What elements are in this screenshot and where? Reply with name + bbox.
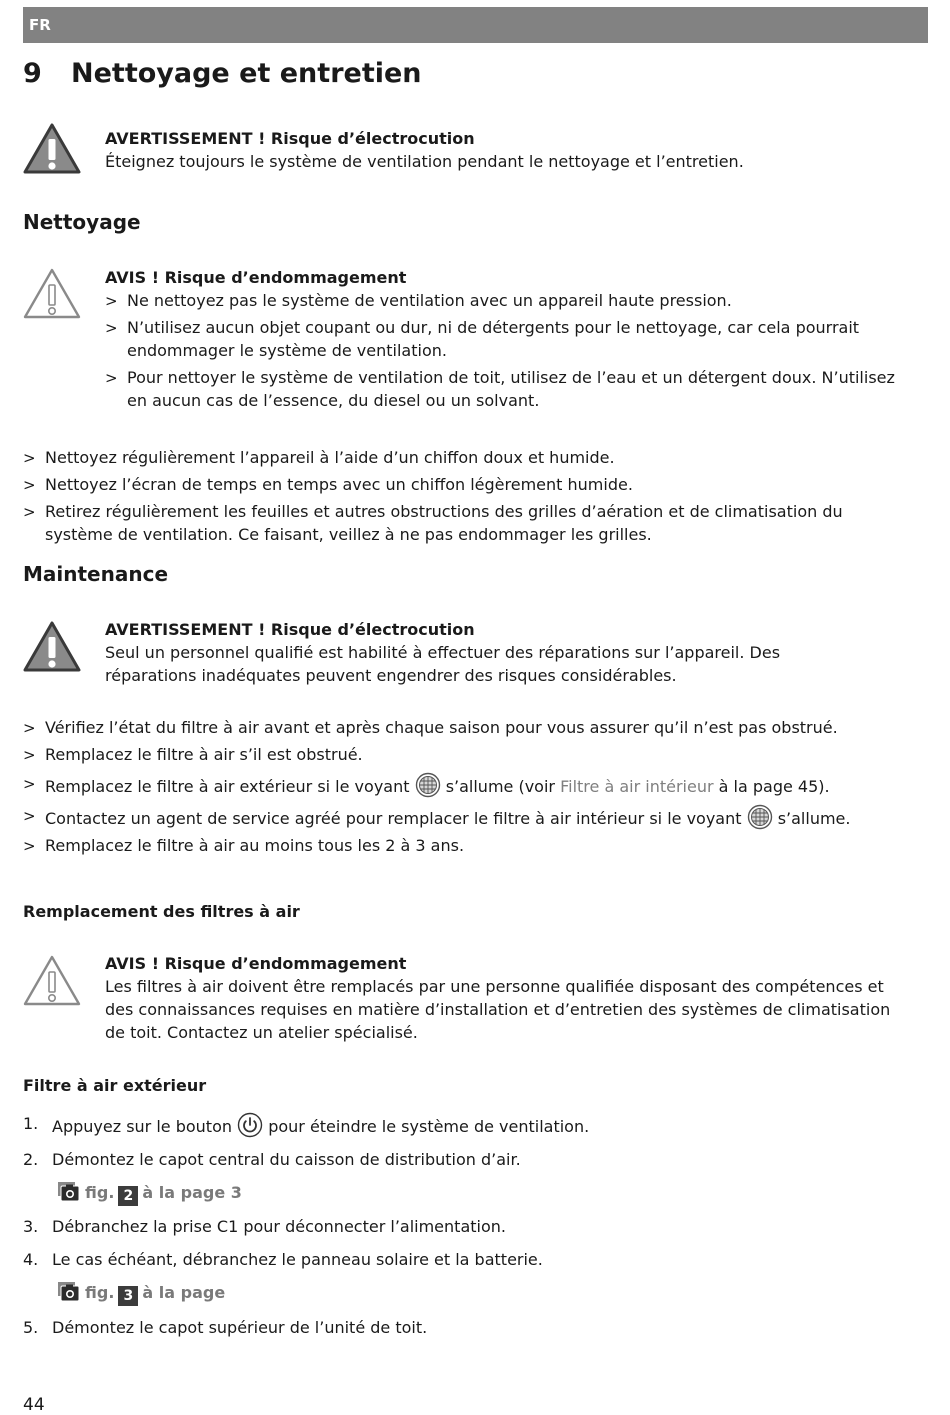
figure-number-badge: 2 xyxy=(118,1186,138,1206)
warning-title: AVERTISSEMENT ! Risque d’électrocution xyxy=(105,129,475,148)
arrow-bullet-icon: > xyxy=(23,449,36,467)
notice-title: AVIS ! Risque d’endommagement xyxy=(105,268,407,287)
camera-icon xyxy=(58,1182,80,1202)
language-code: FR xyxy=(29,16,51,34)
section-heading-maintenance: Maintenance xyxy=(23,562,169,586)
step-4: 4. Le cas échéant, débranchez le panneau solaire et la batterie. xyxy=(23,1250,543,1269)
chapter-title-text: Nettoyage et entretien xyxy=(71,58,422,89)
step-5: 5. Démontez le capot supérieur de l’unité de toit. xyxy=(23,1318,428,1337)
arrow-bullet-icon: > xyxy=(23,775,36,793)
warning-electrocution xyxy=(105,127,905,173)
arrow-bullet-icon: > xyxy=(23,503,36,521)
step-number: 4. xyxy=(23,1250,39,1269)
language-bar xyxy=(23,7,928,43)
list-item: > Ne nettoyez pas le système de ventilation avec un appareil haute pression. xyxy=(105,289,895,312)
list-item: > Contactez un agent de service agréé pour remplacer le filtre à air intérieur si le voyant s’allume. xyxy=(23,804,913,830)
filter-icon xyxy=(415,772,441,798)
warning-title: AVERTISSEMENT ! Risque d’électrocution xyxy=(105,620,475,639)
step-1: 1. Appuyez sur le bouton pour éteindre le système de ventilation. xyxy=(23,1114,590,1136)
subsection-heading-filtre-exterieur: Filtre à air extérieur xyxy=(23,1076,207,1095)
arrow-bullet-icon: > xyxy=(105,292,118,310)
notice-triangle-icon xyxy=(22,267,82,321)
list-item: > N’utilisez aucun objet coupant ou dur, ni de détergents pour le nettoyage, car cela pourrait endommager le système de ventilation. xyxy=(105,318,860,360)
list-item: > Nettoyez l’écran de temps en temps avec un chiffon légèrement humide. xyxy=(23,473,903,496)
camera-icon xyxy=(58,1282,80,1302)
filter-icon xyxy=(747,804,773,830)
chapter-title xyxy=(23,58,422,89)
notice-title: AVIS ! Risque d’endommagement xyxy=(105,954,407,973)
page-number: 44 xyxy=(23,1395,45,1415)
figure-reference-3[interactable]: fig. 3 à la page xyxy=(58,1282,225,1306)
arrow-bullet-icon: > xyxy=(105,319,118,337)
list-item: > Nettoyez régulièrement l’appareil à l’aide d’un chiffon doux et humide. xyxy=(23,446,903,469)
section-heading-nettoyage: Nettoyage xyxy=(23,210,141,234)
maintenance-list xyxy=(23,716,913,861)
cleaning-list xyxy=(23,446,903,550)
step-number: 2. xyxy=(23,1150,39,1169)
link-filtre-interieur[interactable]: Filtre à air intérieur xyxy=(560,777,714,796)
list-item: > Pour nettoyer le système de ventilation de toit, utilisez de l’eau et un détergent doux. N’utilisez en aucun cas de l’essence, du diesel ou un solvant. xyxy=(105,368,895,410)
arrow-bullet-icon: > xyxy=(23,807,36,825)
list-item: > Remplacez le filtre à air s’il est obstrué. xyxy=(23,743,913,766)
arrow-bullet-icon: > xyxy=(105,369,118,387)
step-number: 5. xyxy=(23,1318,39,1337)
list-item: > Retirez régulièrement les feuilles et autres obstructions des grilles d’aération et de climatisation du système de ventilation. Ce faisant, veillez à ne pas endommager les grilles. xyxy=(23,502,843,544)
notice-list xyxy=(105,289,895,412)
warning-triangle-icon xyxy=(22,122,82,176)
subsection-heading-remplacement: Remplacement des filtres à air xyxy=(23,902,300,921)
power-icon xyxy=(237,1112,263,1138)
arrow-bullet-icon: > xyxy=(23,476,36,494)
list-item: > Remplacez le filtre à air au moins tous les 2 à 3 ans. xyxy=(23,834,913,857)
arrow-bullet-icon: > xyxy=(23,837,36,855)
warning-electrocution-maintenance xyxy=(105,618,875,687)
notice-damage xyxy=(105,266,895,416)
step-2: 2. Démontez le capot central du caisson de distribution d’air. xyxy=(23,1150,521,1169)
step-number: 1. xyxy=(23,1114,39,1133)
figure-reference-2[interactable]: fig. 2 à la page 3 xyxy=(58,1182,242,1206)
notice-triangle-icon xyxy=(22,954,82,1008)
arrow-bullet-icon: > xyxy=(23,719,36,737)
warning-text: Éteignez toujours le système de ventilation pendant le nettoyage et l’entretien. xyxy=(105,152,744,171)
chapter-number: 9 xyxy=(23,58,42,89)
warning-text: Seul un personnel qualifié est habilité à effectuer des réparations sur l’appareil. Des réparations inadéquates peuvent engendrer des risques considérables. xyxy=(105,643,781,685)
notice-text: Les filtres à air doivent être remplacés par une personne qualifiée disposant des compétences et des connaissances requises en matière d’installation et d’entretien des systèmes de climatisation de toit. Contactez un atelier spécialisé. xyxy=(105,977,891,1042)
warning-triangle-icon xyxy=(22,620,82,674)
arrow-bullet-icon: > xyxy=(23,746,36,764)
figure-number-badge: 3 xyxy=(118,1286,138,1306)
step-3: 3. Débranchez la prise C1 pour déconnecter l’alimentation. xyxy=(23,1217,506,1236)
step-number: 3. xyxy=(23,1217,39,1236)
list-item: > Remplacez le filtre à air extérieur si le voyant s’allume (voir Filtre à air intérieur à la page 45). xyxy=(23,772,913,798)
notice-damage-filters xyxy=(105,952,895,1044)
list-item: > Vérifiez l’état du filtre à air avant et après chaque saison pour vous assurer qu’il n’est pas obstrué. xyxy=(23,716,913,739)
